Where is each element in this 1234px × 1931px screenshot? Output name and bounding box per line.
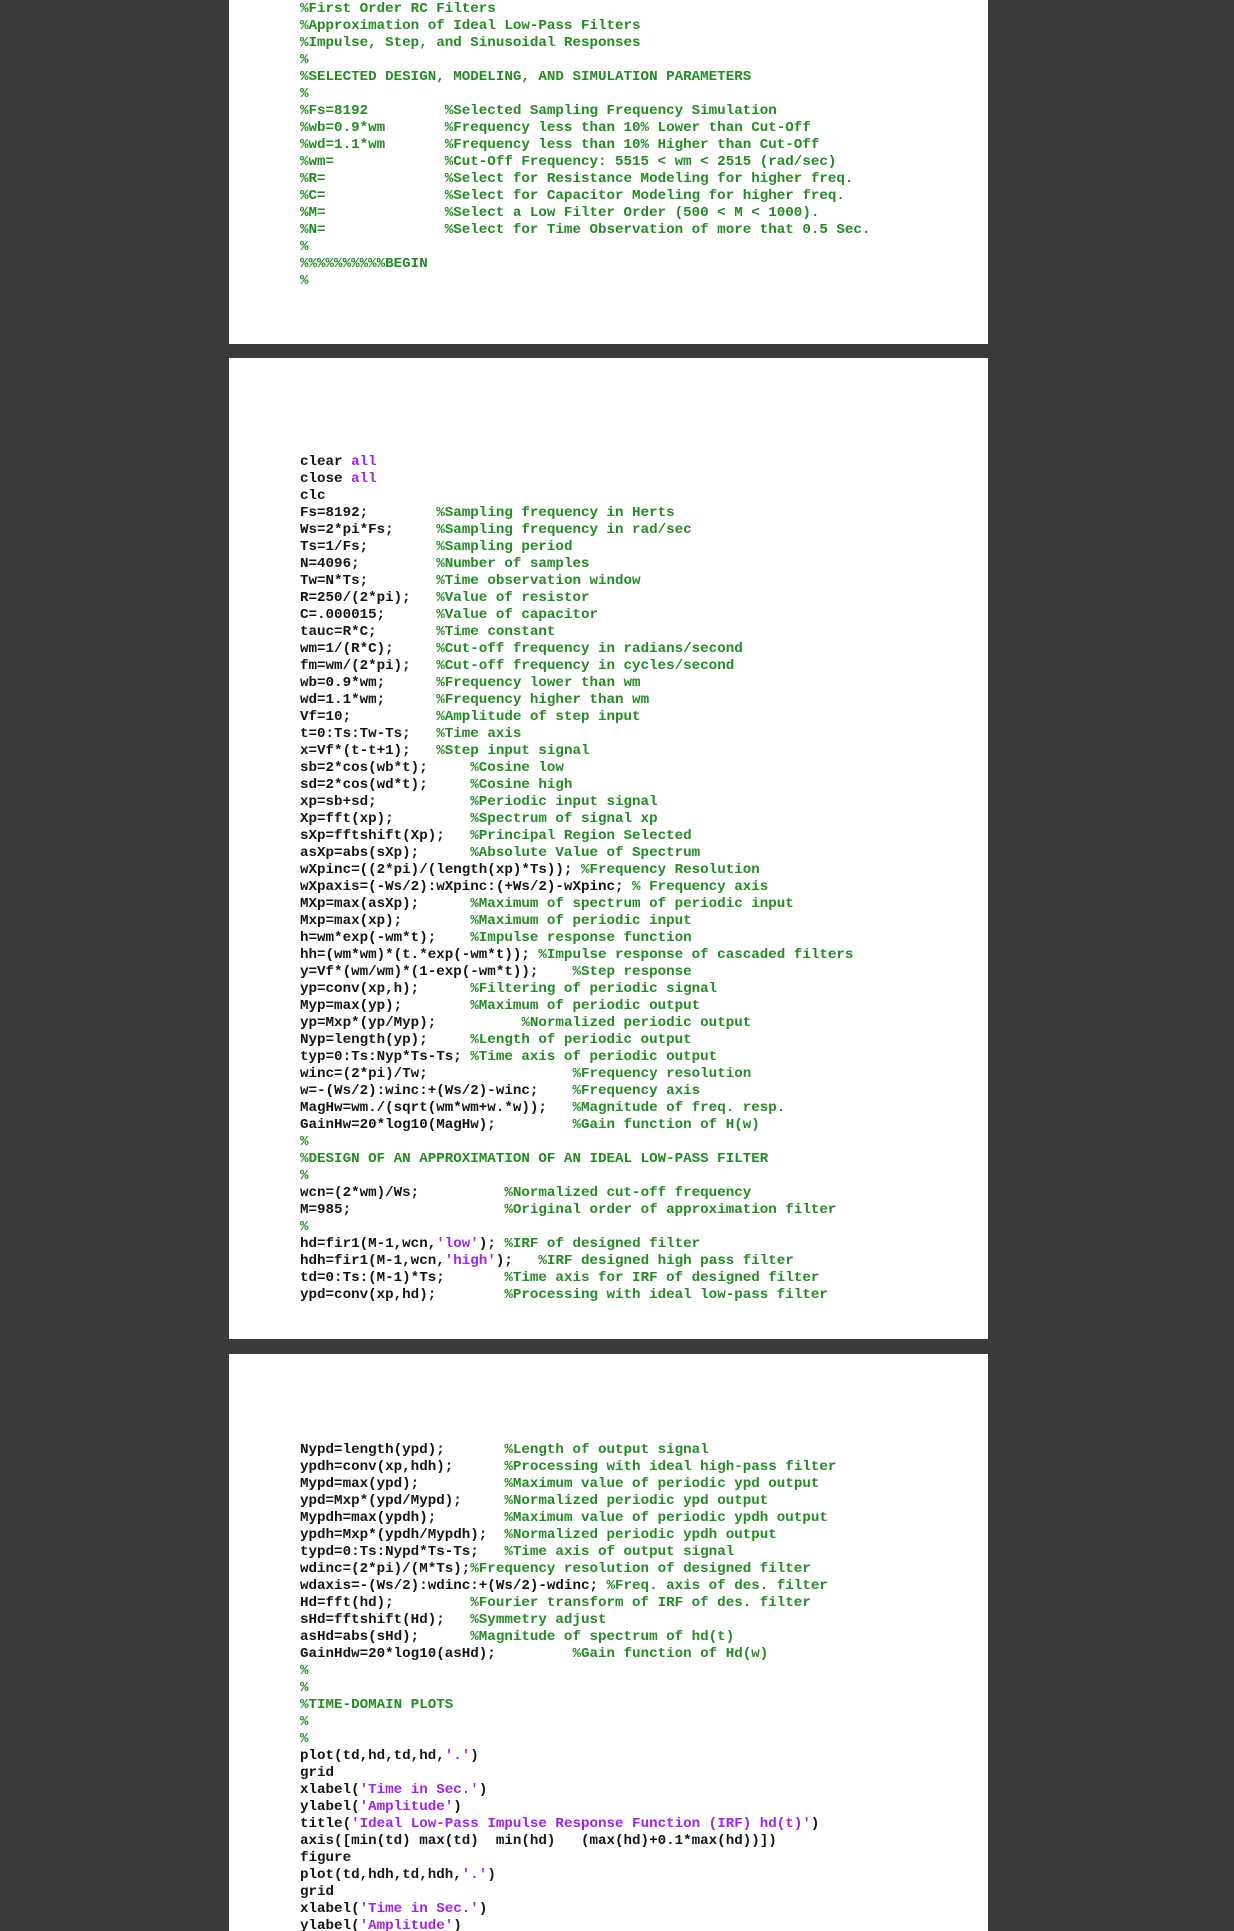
- code-text: xlabel(: [300, 1901, 360, 1917]
- code-comment: %C= %Select for Capacitor Modeling for higher freq.: [300, 188, 845, 204]
- code-comment: %Time observation window: [436, 573, 641, 589]
- code-line: [300, 624, 555, 641]
- code-line: [300, 964, 692, 981]
- code-line: [300, 1884, 334, 1901]
- code-text: figure: [300, 1850, 352, 1866]
- code-line: [300, 1049, 717, 1066]
- code-text: ypdh=conv(xp,hdh);: [300, 1459, 505, 1475]
- code-comment: %: [300, 1714, 309, 1730]
- code-comment: %Time axis of output signal: [504, 1544, 735, 1560]
- code-comment: %Cosine high: [470, 777, 573, 793]
- code-line: [300, 1680, 309, 1697]
- code-comment: % Frequency axis: [632, 879, 769, 895]
- code-line: [300, 52, 309, 69]
- code-line: [300, 862, 760, 879]
- code-line: [300, 137, 819, 154]
- code-comment: %Sampling frequency in rad/sec: [436, 522, 692, 538]
- code-line: [300, 607, 598, 624]
- code-line: [300, 539, 572, 556]
- code-line: [300, 1219, 309, 1236]
- code-line: [300, 1066, 751, 1083]
- code-line: [300, 1083, 700, 1100]
- code-text: ypd=Mxp*(ypd/Mypd);: [300, 1493, 505, 1509]
- code-text: ): [470, 1748, 479, 1764]
- code-comment: %Original order of approximation filter: [504, 1202, 837, 1218]
- code-text: wd=1.1*wm;: [300, 692, 437, 708]
- code-comment: %Absolute Value of Spectrum: [470, 845, 701, 861]
- code-comment: %Frequency resolution: [572, 1066, 752, 1082]
- code-string: '.': [461, 1867, 488, 1883]
- code-text: Mxp=max(xp);: [300, 913, 471, 929]
- code-text: );: [478, 1236, 505, 1252]
- code-line: [300, 1100, 785, 1117]
- code-text: h=wm*exp(-wm*t);: [300, 930, 471, 946]
- code-comment: %Cosine low: [470, 760, 564, 776]
- code-comment: %Impulse, Step, and Sinusoidal Responses: [300, 35, 641, 51]
- code-comment: %Principal Region Selected: [470, 828, 692, 844]
- code-comment: %: [300, 1680, 309, 1696]
- code-line: [300, 69, 751, 86]
- code-line: [300, 1287, 828, 1304]
- code-line: [300, 896, 794, 913]
- code-comment: %Filtering of periodic signal: [470, 981, 718, 997]
- code-comment: %Processing with ideal high-pass filter: [504, 1459, 837, 1475]
- code-line: [300, 1799, 462, 1816]
- code-line: [300, 1561, 811, 1578]
- code-line: [300, 154, 836, 171]
- code-line: [300, 1510, 828, 1527]
- code-comment: %Normalized periodic ypd output: [504, 1493, 769, 1509]
- code-line: [300, 692, 649, 709]
- code-text: M=985;: [300, 1202, 505, 1218]
- code-text: Vf=10;: [300, 709, 437, 725]
- code-comment: %Spectrum of signal xp: [470, 811, 658, 827]
- code-text: t=0:Ts:Tw-Ts;: [300, 726, 437, 742]
- code-text: plot(td,hd,td,hd,: [300, 1748, 445, 1764]
- code-line: [300, 120, 811, 137]
- code-comment: %Normalized periodic ypdh output: [504, 1527, 777, 1543]
- code-text: ylabel(: [300, 1918, 360, 1931]
- code-string: 'Time in Sec.': [359, 1782, 479, 1798]
- code-comment: %Maximum of periodic output: [470, 998, 701, 1014]
- code-line: [300, 1253, 794, 1270]
- code-line: [300, 1697, 453, 1714]
- code-page-1: [229, 0, 988, 344]
- code-text: Tw=N*Ts;: [300, 573, 437, 589]
- code-text: y=Vf*(wm/wm)*(1-exp(-wm*t));: [300, 964, 573, 980]
- code-comment: %Periodic input signal: [470, 794, 658, 810]
- code-text: x=Vf*(t-t+1);: [300, 743, 437, 759]
- code-comment: %: [300, 1168, 309, 1184]
- code-text: ): [478, 1782, 488, 1798]
- code-line: [300, 556, 589, 573]
- code-text: clc: [300, 488, 326, 504]
- code-text: R=250/(2*pi);: [300, 590, 437, 606]
- code-comment: %Number of samples: [436, 556, 590, 572]
- code-text: plot(td,hdh,td,hdh,: [300, 1867, 462, 1883]
- code-comment: %Amplitude of step input: [436, 709, 641, 725]
- code-line: [300, 35, 641, 52]
- code-string: 'Amplitude': [359, 1799, 454, 1815]
- code-line: [300, 205, 819, 222]
- code-text: fm=wm/(2*pi);: [300, 658, 437, 674]
- code-comment: %Freq. axis of des. filter: [606, 1578, 828, 1594]
- code-text: ): [478, 1901, 488, 1917]
- code-line: [300, 845, 700, 862]
- code-line: [300, 879, 768, 896]
- code-comment: %Cut-off frequency in cycles/second: [436, 658, 735, 674]
- code-text: C=.000015;: [300, 607, 437, 623]
- code-comment: %Maximum value of periodic ypdh output: [504, 1510, 828, 1526]
- code-text: title(: [300, 1816, 352, 1832]
- code-text: asHd=abs(sHd);: [300, 1629, 471, 1645]
- code-line: [300, 1765, 334, 1782]
- code-line: [300, 488, 326, 505]
- code-line: [300, 1185, 751, 1202]
- code-text: close: [300, 471, 352, 487]
- code-text: Myp=max(yp);: [300, 998, 471, 1014]
- code-text: Ws=2*pi*Fs;: [300, 522, 437, 538]
- code-comment: %Value of resistor: [436, 590, 590, 606]
- code-text: GainHdw=20*log10(asHd);: [300, 1646, 573, 1662]
- code-text: ylabel(: [300, 1799, 360, 1815]
- code-line: [300, 1629, 734, 1646]
- code-text: tauc=R*C;: [300, 624, 437, 640]
- code-line: [300, 1134, 309, 1151]
- code-line: [300, 171, 853, 188]
- code-line: [300, 1, 496, 18]
- code-text: clear: [300, 454, 352, 470]
- code-line: [300, 1117, 760, 1134]
- code-line: [300, 1646, 768, 1663]
- code-string: 'high': [444, 1253, 496, 1269]
- code-line: [300, 1918, 462, 1931]
- code-string: 'Time in Sec.': [359, 1901, 479, 1917]
- code-comment: %Gain function of H(w): [572, 1117, 760, 1133]
- code-text: ): [453, 1918, 462, 1931]
- code-comment: %Normalized cut-off frequency: [504, 1185, 752, 1201]
- code-comment: %SELECTED DESIGN, MODELING, AND SIMULATION PARAMETERS: [300, 69, 752, 85]
- code-comment: %Maximum value of periodic ypd output: [504, 1476, 820, 1492]
- code-text: Nypd=length(ypd);: [300, 1442, 505, 1458]
- code-text: wcn=(2*wm)/Ws;: [300, 1185, 505, 1201]
- code-line: [300, 1202, 836, 1219]
- code-text: typ=0:Ts:Nyp*Ts-Ts;: [300, 1049, 471, 1065]
- code-comment: %Fs=8192 %Selected Sampling Frequency Simulation: [300, 103, 777, 119]
- code-comment: %wm= %Cut-Off Frequency: 5515 < wm < 2515 (rad/sec): [300, 154, 837, 170]
- code-text: xp=sb+sd;: [300, 794, 471, 810]
- code-text: sb=2*cos(wb*t);: [300, 760, 471, 776]
- code-line: [300, 471, 377, 488]
- code-line: [300, 188, 845, 205]
- code-line: [300, 18, 641, 35]
- code-text: Mypd=max(ypd);: [300, 1476, 505, 1492]
- code-comment: %Symmetry adjust: [470, 1612, 607, 1628]
- code-text: asXp=abs(sXp);: [300, 845, 471, 861]
- code-text: w=-(Ws/2):winc:+(Ws/2)-winc;: [300, 1083, 573, 1099]
- code-line: [300, 1867, 496, 1884]
- code-comment: %Magnitude of spectrum of hd(t): [470, 1629, 735, 1645]
- code-text: Mypdh=max(ypdh);: [300, 1510, 505, 1526]
- code-line: [300, 1782, 487, 1799]
- code-comment: %Time axis for IRF of designed filter: [504, 1270, 820, 1286]
- code-text: wXpinc=((2*pi)/(length(xp)*Ts));: [300, 862, 581, 878]
- code-page-2: [229, 358, 988, 1339]
- code-line: [300, 86, 309, 103]
- code-comment: %Impulse response of cascaded filters: [538, 947, 854, 963]
- code-text: grid: [300, 1765, 335, 1781]
- code-line: [300, 913, 692, 930]
- code-comment: %wb=0.9*wm %Frequency less than 10% Lower than Cut-Off: [300, 120, 811, 136]
- code-text: wb=0.9*wm;: [300, 675, 437, 691]
- code-comment: %: [300, 1134, 309, 1150]
- code-line: [300, 743, 589, 760]
- code-line: [300, 1270, 819, 1287]
- code-comment: %Value of capacitor: [436, 607, 598, 623]
- code-comment: %Frequency resolution of designed filter: [470, 1561, 811, 1577]
- code-text: hh=(wm*wm)*(t.*exp(-wm*t));: [300, 947, 539, 963]
- code-string: 'low': [436, 1236, 479, 1252]
- code-comment: %IRF of designed filter: [504, 1236, 701, 1252]
- code-line: [300, 1612, 607, 1629]
- code-line: [300, 1731, 309, 1748]
- code-line: [300, 1015, 751, 1032]
- code-comment: %Sampling frequency in Herts: [436, 505, 675, 521]
- code-comment: %Normalized periodic output: [521, 1015, 752, 1031]
- code-line: [300, 1168, 309, 1185]
- code-comment: %Frequency Resolution: [580, 862, 760, 878]
- code-text: axis([min(td) max(td) min(hd) (max(hd)+0.1*max(hd))]): [300, 1833, 777, 1849]
- code-line: [300, 1850, 351, 1867]
- code-line: [300, 1544, 734, 1561]
- code-line: [300, 777, 572, 794]
- code-text: hd=fir1(M-1,wcn,: [300, 1236, 437, 1252]
- code-comment: %Sampling period: [436, 539, 573, 555]
- code-comment: %Step input signal: [436, 743, 590, 759]
- code-line: [300, 709, 641, 726]
- code-line: [300, 675, 641, 692]
- code-comment: %IRF designed high pass filter: [538, 1253, 794, 1269]
- code-comment: %Time constant: [436, 624, 556, 640]
- code-line: [300, 760, 564, 777]
- code-line: [300, 1714, 309, 1731]
- code-text: sd=2*cos(wd*t);: [300, 777, 471, 793]
- code-line: [300, 1595, 811, 1612]
- code-comment: %First Order RC Filters: [300, 1, 496, 17]
- code-text: winc=(2*pi)/Tw;: [300, 1066, 573, 1082]
- code-comment: %Impulse response function: [470, 930, 692, 946]
- code-comment: %: [300, 1663, 309, 1679]
- code-line: [300, 1459, 836, 1476]
- code-comment: %Frequency axis: [572, 1083, 701, 1099]
- code-comment: %Time axis: [436, 726, 522, 742]
- code-comment: %DESIGN OF AN APPROXIMATION OF AN IDEAL LOW-PASS FILTER: [300, 1151, 769, 1167]
- code-text: ypd=conv(xp,hd);: [300, 1287, 505, 1303]
- code-page-3: [229, 1354, 988, 1931]
- code-text: ): [810, 1816, 820, 1832]
- code-text: Fs=8192;: [300, 505, 437, 521]
- code-line: [300, 947, 853, 964]
- code-string: 'Amplitude': [359, 1918, 454, 1931]
- code-line: [300, 658, 734, 675]
- code-comment: %: [300, 273, 309, 289]
- code-text: Nyp=length(yp);: [300, 1032, 471, 1048]
- code-line: [300, 103, 777, 120]
- code-text: N=4096;: [300, 556, 437, 572]
- code-text: yp=Mxp*(yp/Myp);: [300, 1015, 522, 1031]
- code-line: [300, 590, 589, 607]
- code-string: 'Ideal Low-Pass Impulse Response Function (IRF) hd(t)': [351, 1816, 811, 1832]
- code-comment: %Length of periodic output: [470, 1032, 692, 1048]
- code-line: [300, 811, 658, 828]
- code-comment: %Frequency higher than wm: [436, 692, 650, 708]
- code-text: hdh=fir1(M-1,wcn,: [300, 1253, 445, 1269]
- code-comment: %Cut-off frequency in radians/second: [436, 641, 743, 657]
- code-line: [300, 1032, 692, 1049]
- code-text: ypdh=Mxp*(ypdh/Mypdh);: [300, 1527, 505, 1543]
- code-text: ): [487, 1867, 496, 1883]
- code-text: );: [495, 1253, 539, 1269]
- code-comment: %TIME-DOMAIN PLOTS: [300, 1697, 454, 1713]
- code-comment: %M= %Select a Low Filter Order (500 < M < 1000).: [300, 205, 820, 221]
- code-line: [300, 1748, 479, 1765]
- code-line: [300, 273, 309, 290]
- code-text: GainHw=20*log10(MagHw);: [300, 1117, 573, 1133]
- code-comment: %Approximation of Ideal Low-Pass Filters: [300, 18, 641, 34]
- code-comment: %Frequency lower than wm: [436, 675, 641, 691]
- code-comment: %wd=1.1*wm %Frequency less than 10% Higher than Cut-Off: [300, 137, 820, 153]
- code-line: [300, 1901, 487, 1918]
- code-text: grid: [300, 1884, 335, 1900]
- code-text: yp=conv(xp,h);: [300, 981, 471, 997]
- code-comment: %Maximum of spectrum of periodic input: [470, 896, 794, 912]
- code-line: [300, 998, 700, 1015]
- code-text: wdaxis=-(Ws/2):wdinc:+(Ws/2)-wdinc;: [300, 1578, 607, 1594]
- code-line: [300, 1578, 828, 1595]
- code-line: [300, 1476, 819, 1493]
- code-line: [300, 1816, 819, 1833]
- code-line: [300, 1493, 768, 1510]
- code-line: [300, 981, 717, 998]
- code-line: [300, 1663, 309, 1680]
- code-line: [300, 1833, 777, 1850]
- code-text: typd=0:Ts:Nypd*Ts-Ts;: [300, 1544, 505, 1560]
- code-comment: %R= %Select for Resistance Modeling for higher freq.: [300, 171, 854, 187]
- code-line: [300, 573, 641, 590]
- code-text: ): [453, 1799, 462, 1815]
- code-string: all: [351, 471, 377, 487]
- code-comment: %Processing with ideal low-pass filter: [504, 1287, 828, 1303]
- code-comment: %Step response: [572, 964, 692, 980]
- code-comment: %Maximum of periodic input: [470, 913, 692, 929]
- code-text: sXp=fftshift(Xp);: [300, 828, 471, 844]
- code-comment: %: [300, 239, 309, 255]
- code-comment: %Gain function of Hd(w): [572, 1646, 769, 1662]
- code-line: [300, 930, 692, 947]
- code-comment: %N= %Select for Time Observation of more that 0.5 Sec.: [300, 222, 871, 238]
- code-line: [300, 1236, 700, 1253]
- code-line: [300, 726, 521, 743]
- code-line: [300, 256, 428, 273]
- code-text: xlabel(: [300, 1782, 360, 1798]
- code-text: Ts=1/Fs;: [300, 539, 437, 555]
- code-line: [300, 641, 743, 658]
- code-comment: %: [300, 1219, 309, 1235]
- code-comment: %Magnitude of freq. resp.: [572, 1100, 786, 1116]
- code-text: sHd=fftshift(Hd);: [300, 1612, 471, 1628]
- code-text: Xp=fft(xp);: [300, 811, 471, 827]
- code-comment: %Fourier transform of IRF of des. filter: [470, 1595, 811, 1611]
- code-line: [300, 239, 309, 256]
- code-text: wdinc=(2*pi)/(M*Ts);: [300, 1561, 471, 1577]
- code-text: wXpaxis=(-Ws/2):wXpinc:(+Ws/2)-wXpinc;: [300, 879, 633, 895]
- code-comment: %: [300, 86, 309, 102]
- code-text: MagHw=wm./(sqrt(wm*wm+w.*w));: [300, 1100, 573, 1116]
- code-comment: %: [300, 52, 309, 68]
- code-line: [300, 1442, 709, 1459]
- code-line: [300, 222, 870, 239]
- code-line: [300, 1151, 768, 1168]
- code-line: [300, 454, 377, 471]
- code-text: Hd=fft(hd);: [300, 1595, 471, 1611]
- code-line: [300, 505, 675, 522]
- code-text: td=0:Ts:(M-1)*Ts;: [300, 1270, 505, 1286]
- code-comment: %%%%%%%%%%BEGIN: [300, 256, 428, 272]
- code-comment: %Time axis of periodic output: [470, 1049, 718, 1065]
- code-line: [300, 522, 692, 539]
- code-text: MXp=max(asXp);: [300, 896, 471, 912]
- code-line: [300, 828, 692, 845]
- code-comment: %Length of output signal: [504, 1442, 709, 1458]
- code-line: [300, 1527, 777, 1544]
- code-string: all: [351, 454, 377, 470]
- code-string: '.': [444, 1748, 471, 1764]
- code-text: wm=1/(R*C);: [300, 641, 437, 657]
- code-line: [300, 794, 658, 811]
- code-comment: %: [300, 1731, 309, 1747]
